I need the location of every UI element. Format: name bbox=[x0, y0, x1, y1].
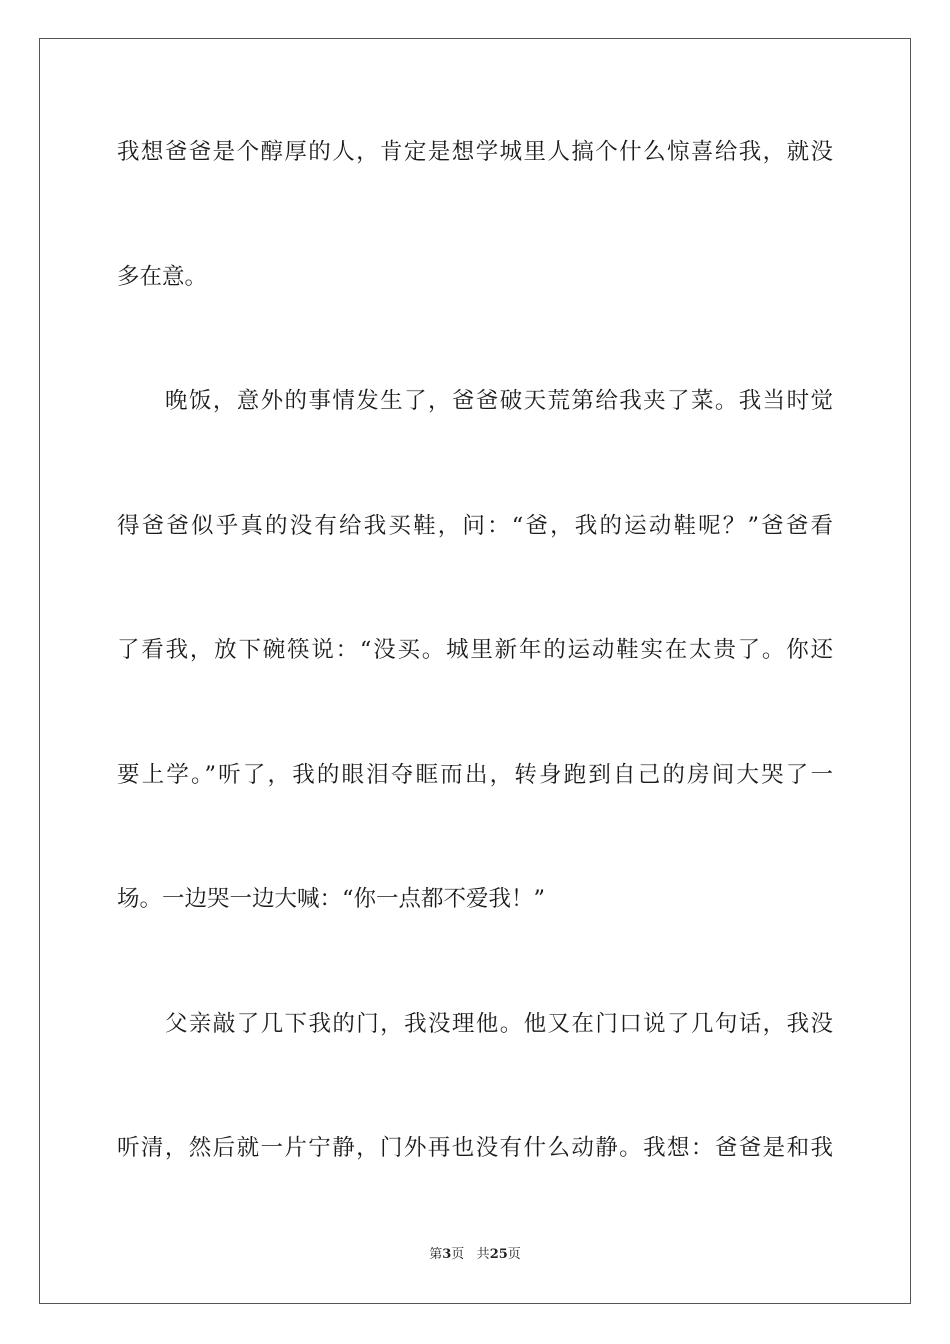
paragraph-line-3: 晚饭，意外的事情发生了，爸爸破天荒第给我夹了菜。我当时觉 bbox=[165, 388, 833, 414]
page-border bbox=[39, 38, 911, 1304]
paragraph-line-1: 我想爸爸是个醇厚的人，肯定是想学城里人搞个什么惊喜给我，就没 bbox=[117, 139, 833, 165]
footer-page-number: 3 bbox=[442, 1247, 452, 1262]
paragraph-line-6: 要上学。”听了，我的眼泪夺眶而出，转身跑到自己的房间大哭了一 bbox=[117, 762, 833, 788]
page-footer bbox=[0, 1246, 950, 1264]
footer-total-suffix: 页 bbox=[507, 1247, 521, 1262]
footer-page-suffix: 页 bbox=[451, 1247, 465, 1262]
paragraph-line-7: 场。一边哭一边大喊：“你一点都不爱我！” bbox=[117, 886, 546, 912]
paragraph-line-4: 得爸爸似乎真的没有给我买鞋，问：“爸，我的运动鞋呢？”爸爸看 bbox=[117, 513, 833, 539]
paragraph-line-2: 多在意。 bbox=[117, 264, 208, 290]
footer-page-prefix: 第 bbox=[429, 1247, 443, 1262]
paragraph-line-9: 听清，然后就一片宁静，门外再也没有什么动静。我想：爸爸是和我 bbox=[117, 1135, 833, 1161]
paragraph-line-8: 父亲敲了几下我的门，我没理他。他又在门口说了几句话，我没 bbox=[165, 1011, 833, 1037]
paragraph-line-5: 了看我，放下碗筷说：“没买。城里新年的运动鞋实在太贵了。你还 bbox=[117, 637, 833, 663]
footer-total-prefix: 共 bbox=[476, 1247, 490, 1262]
footer-total-pages: 25 bbox=[489, 1247, 508, 1262]
